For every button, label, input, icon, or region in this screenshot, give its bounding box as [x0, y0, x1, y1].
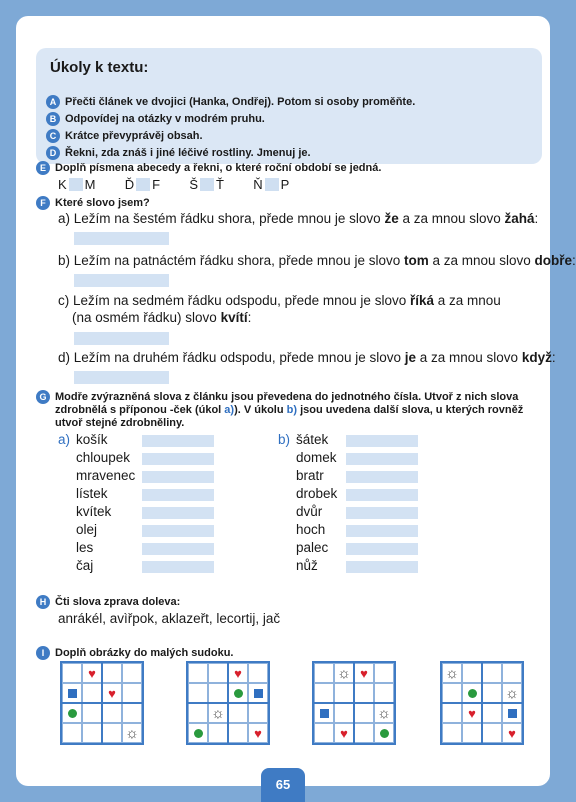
- letter-b-badge: B: [46, 112, 60, 126]
- word-b-item: dvůr: [296, 504, 323, 519]
- task-item-a: A Přečti článek ve dvojici (Hanka, Ondřej). Potom si osoby proměňte.: [46, 95, 415, 109]
- task-item-b: B Odpovídej na otázky v modrém pruhu.: [46, 112, 265, 126]
- letter-e-badge: E: [36, 161, 50, 175]
- sudoku-cell[interactable]: [442, 723, 462, 743]
- word-a-answer[interactable]: [142, 507, 214, 519]
- sudoku-cell[interactable]: [228, 703, 248, 723]
- sudoku-cell[interactable]: [248, 703, 268, 723]
- sudoku-cell[interactable]: [62, 663, 82, 683]
- letter-h-badge: H: [36, 595, 50, 609]
- alphabet-blank[interactable]: [136, 178, 150, 191]
- sudoku-grid-2: [186, 661, 270, 745]
- sudoku-cell[interactable]: [482, 663, 502, 683]
- word-a-item: olej: [76, 522, 98, 537]
- sun-icon: ☼: [125, 724, 139, 742]
- letter-i-badge: I: [36, 646, 50, 660]
- sudoku-cell: [102, 683, 122, 703]
- square-icon: [320, 709, 329, 718]
- sudoku-cell[interactable]: [462, 663, 482, 683]
- word-a-answer[interactable]: [142, 489, 214, 501]
- word-a-answer[interactable]: [142, 561, 214, 573]
- sudoku-cell: [354, 663, 374, 683]
- sudoku-cell: [334, 723, 354, 743]
- sudoku-cell[interactable]: [62, 723, 82, 743]
- sun-icon: ☼: [337, 664, 351, 682]
- sudoku-cell: [228, 683, 248, 703]
- task-box: [36, 48, 542, 164]
- section-g-heading: G Modře zvýrazněná slova z článku jsou převedena do jednotného čísla. Utvoř z nich slova: [36, 390, 518, 404]
- sudoku-cell[interactable]: [82, 683, 102, 703]
- dot-icon: [234, 689, 243, 698]
- sudoku-cell[interactable]: [314, 683, 334, 703]
- word-b-item: drobek: [296, 486, 338, 501]
- sudoku-cell: [228, 663, 248, 683]
- alphabet-blank[interactable]: [265, 178, 279, 191]
- sun-icon: ☼: [377, 704, 391, 722]
- sudoku-cell[interactable]: [354, 703, 374, 723]
- word-a-item: les: [76, 540, 94, 555]
- sudoku-cell[interactable]: [334, 683, 354, 703]
- sudoku-cell[interactable]: [354, 683, 374, 703]
- sudoku-cell[interactable]: [442, 703, 462, 723]
- sudoku-cell[interactable]: [228, 723, 248, 743]
- sun-icon: ☼: [505, 684, 519, 702]
- sun-icon: ☼: [445, 664, 459, 682]
- heart-icon: ♥: [234, 665, 242, 681]
- sudoku-cell: [122, 723, 142, 743]
- section-e-heading: E Doplň písmena abecedy a řekni, o které roční období se jedná.: [36, 161, 381, 175]
- sudoku-divider: [188, 702, 268, 704]
- reverse-words: anrákél, avìřpok, aklazeřt, lecortij, jač: [58, 611, 281, 626]
- sudoku-cell[interactable]: [482, 723, 502, 743]
- question-d: d) Ležím na druhém řádku odspodu, přede mnou je slovo je a za mnou slovo když:: [58, 350, 556, 365]
- alphabet-blank[interactable]: [69, 178, 83, 191]
- sudoku-cell: [442, 663, 462, 683]
- section-f-heading: F Které slovo jsem?: [36, 196, 150, 210]
- dot-icon: [380, 729, 389, 738]
- alphabet-sequence: K M Ď F Š Ť Ň P: [58, 177, 290, 193]
- word-b-item: nůž: [296, 558, 318, 573]
- sudoku-cell[interactable]: [482, 683, 502, 703]
- sudoku-cell[interactable]: [102, 703, 122, 723]
- word-a-item: chloupek: [76, 450, 131, 465]
- heart-icon: ♥: [340, 725, 348, 741]
- sudoku-cell[interactable]: [188, 663, 208, 683]
- heart-icon: ♥: [508, 725, 516, 741]
- letter-f-badge: F: [36, 196, 50, 210]
- heart-icon: ♥: [254, 725, 262, 741]
- word-a-item: čaj: [76, 558, 94, 573]
- word-a-answer[interactable]: [142, 435, 214, 447]
- letter-a-badge: A: [46, 95, 60, 109]
- sudoku-cell: [502, 703, 522, 723]
- letter-c-badge: C: [46, 129, 60, 143]
- word-a-answer[interactable]: [142, 525, 214, 537]
- heart-icon: ♥: [360, 665, 368, 681]
- sudoku-cell[interactable]: [208, 723, 228, 743]
- sun-icon: ☼: [211, 704, 225, 722]
- sudoku-cell[interactable]: [482, 703, 502, 723]
- word-a-answer[interactable]: [142, 471, 214, 483]
- word-b-item: domek: [296, 450, 337, 465]
- task-item-d: D Řekni, zda znáš i jiné léčivé rostliny. Jmenuj je.: [46, 146, 311, 160]
- word-b-answer[interactable]: [346, 561, 418, 573]
- sudoku-cell: [374, 703, 394, 723]
- square-icon: [508, 709, 517, 718]
- sudoku-cell: [462, 703, 482, 723]
- square-icon: [68, 689, 77, 698]
- word-b-answer[interactable]: [346, 543, 418, 555]
- sudoku-cell[interactable]: [314, 663, 334, 683]
- column-a-label: a): [58, 432, 71, 447]
- sudoku-cell[interactable]: [442, 683, 462, 703]
- sudoku-cell[interactable]: [334, 703, 354, 723]
- word-a-item: mravenec: [76, 468, 136, 483]
- answer-field-b[interactable]: [74, 274, 169, 287]
- sudoku-cell: [314, 703, 334, 723]
- answer-field-c[interactable]: [74, 332, 169, 345]
- answer-field-d[interactable]: [74, 371, 169, 384]
- sudoku-cell[interactable]: [188, 683, 208, 703]
- sudoku-cell: [502, 723, 522, 743]
- sudoku-cell[interactable]: [82, 723, 102, 743]
- dot-icon: [68, 709, 77, 718]
- sudoku-divider: [314, 702, 394, 704]
- sudoku-cell: [374, 723, 394, 743]
- sudoku-cell[interactable]: [374, 683, 394, 703]
- sudoku-grid-3: [312, 661, 396, 745]
- sudoku-grid-1: [60, 661, 144, 745]
- word-a-item: lístek: [76, 486, 108, 501]
- word-b-item: palec: [296, 540, 329, 555]
- sudoku-cell[interactable]: [188, 703, 208, 723]
- sudoku-cell: [462, 683, 482, 703]
- sudoku-cell: [62, 703, 82, 723]
- sudoku-cell: [62, 683, 82, 703]
- word-b-item: bratr: [296, 468, 324, 483]
- answer-field-a[interactable]: [74, 232, 169, 245]
- word-b-answer[interactable]: [346, 489, 418, 501]
- sudoku-grid-4: [440, 661, 524, 745]
- word-b-answer[interactable]: [346, 507, 418, 519]
- dot-icon: [468, 689, 477, 698]
- word-a-item: kvítek: [76, 504, 112, 519]
- sudoku-cell: [208, 703, 228, 723]
- word-b-answer[interactable]: [346, 471, 418, 483]
- question-c-line2: (na osmém řádku) slovo kvítí:: [72, 310, 252, 325]
- sudoku-cell[interactable]: [462, 723, 482, 743]
- dot-icon: [194, 729, 203, 738]
- sudoku-divider: [62, 702, 142, 704]
- question-b: b) Ležím na patnáctém řádku shora, přede mnou je slovo tom a za mnou slovo dobře:: [58, 253, 576, 268]
- heart-icon: ♥: [108, 685, 116, 701]
- question-c: c) Ležím na sedmém řádku odspodu, přede mnou je slovo říká a za mnou: [58, 293, 501, 308]
- sudoku-cell: [188, 723, 208, 743]
- workbook-page: [16, 16, 576, 792]
- question-a: a) Ležím na šestém řádku shora, přede mnou je slovo že a za mnou slovo žahá:: [58, 211, 539, 226]
- word-b-item: hoch: [296, 522, 326, 537]
- sudoku-divider: [442, 702, 522, 704]
- letter-d-badge: D: [46, 146, 60, 160]
- column-b-label: b): [278, 432, 291, 447]
- sudoku-cell[interactable]: [354, 723, 374, 743]
- word-b-answer[interactable]: [346, 435, 418, 447]
- square-icon: [254, 689, 263, 698]
- section-i-heading: I Doplň obrázky do malých sudoku.: [36, 646, 233, 660]
- alphabet-blank[interactable]: [200, 178, 214, 191]
- section-h-heading: H Čti slova zprava doleva:: [36, 595, 180, 609]
- word-b-item: šátek: [296, 432, 329, 447]
- sudoku-cell[interactable]: [314, 723, 334, 743]
- sudoku-cell: [248, 723, 268, 743]
- word-a-answer[interactable]: [142, 453, 214, 465]
- word-b-answer[interactable]: [346, 525, 418, 537]
- sudoku-cell: [82, 663, 102, 683]
- word-a-answer[interactable]: [142, 543, 214, 555]
- heart-icon: ♥: [468, 705, 476, 721]
- sudoku-cell[interactable]: [208, 663, 228, 683]
- sudoku-cell[interactable]: [122, 663, 142, 683]
- task-box-title: Úkoly k textu:: [50, 59, 149, 76]
- word-a-item: košík: [76, 432, 108, 447]
- sudoku-cell: [334, 663, 354, 683]
- sudoku-cell[interactable]: [102, 663, 122, 683]
- sudoku-cell[interactable]: [248, 663, 268, 683]
- page-number: 65: [261, 768, 305, 802]
- sudoku-cell[interactable]: [208, 683, 228, 703]
- section-g-text: zdrobnělá s příponou -ček (úkol a)). V úkolu b) jsou uvedena další slova, u kterých rovněž utvoř stejné zdrobněliny.: [55, 404, 524, 429]
- sudoku-cell: [248, 683, 268, 703]
- word-b-answer[interactable]: [346, 453, 418, 465]
- sudoku-cell[interactable]: [502, 663, 522, 683]
- sudoku-cell: [502, 683, 522, 703]
- sudoku-cell[interactable]: [122, 683, 142, 703]
- sudoku-cell[interactable]: [102, 723, 122, 743]
- heart-icon: ♥: [88, 665, 96, 681]
- task-item-c: C Krátce převyprávěj obsah.: [46, 129, 203, 143]
- sudoku-cell[interactable]: [122, 703, 142, 723]
- sudoku-cell[interactable]: [82, 703, 102, 723]
- letter-g-badge: G: [36, 390, 50, 404]
- sudoku-cell[interactable]: [374, 663, 394, 683]
